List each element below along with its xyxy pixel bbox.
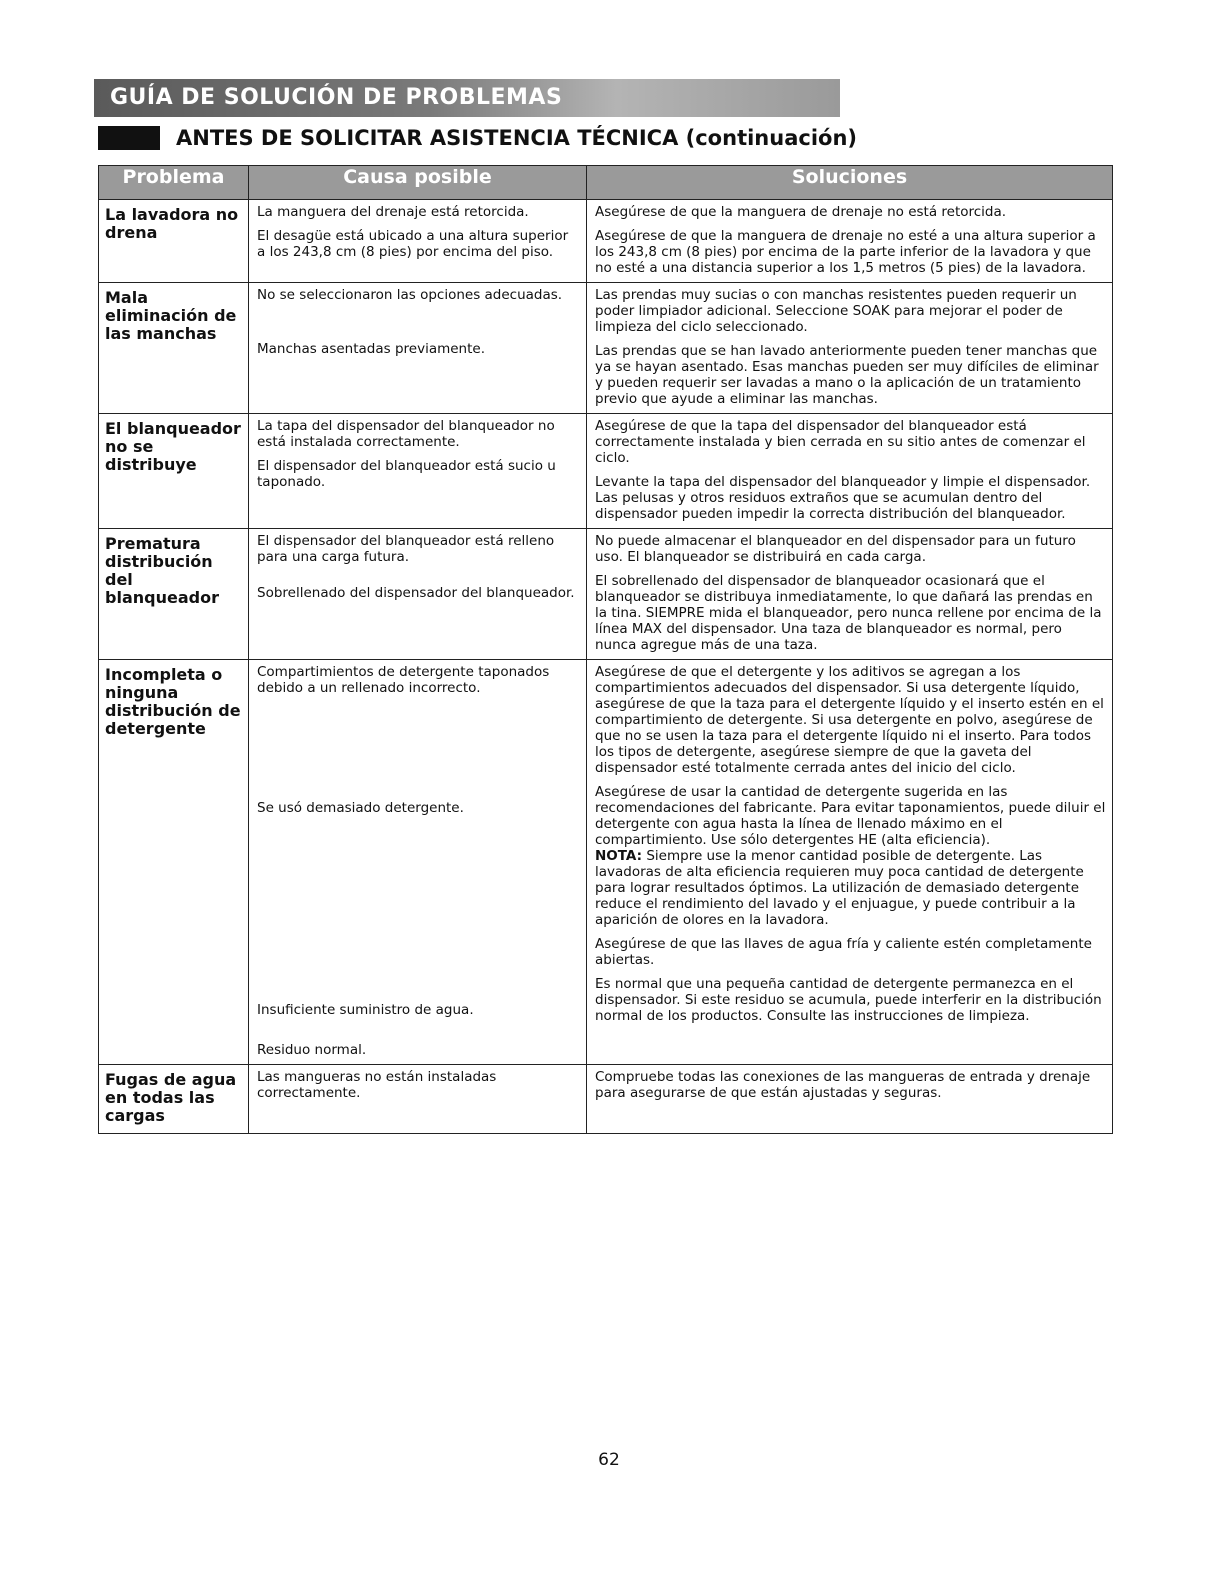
solution-text: Asegúrese de que la tapa del dispensador del blanqueador está correctamente instalada y bien cerrada en su sitio antes de comenzar el ciclo.: [595, 418, 1086, 466]
solution-cell: [587, 1065, 1113, 1134]
header-problem: Problema: [99, 166, 249, 200]
solution-text: [595, 784, 1106, 928]
solution-cell: [587, 283, 1113, 414]
solution-text: El sobrellenado del dispensador de blanqueador ocasionará que el blanqueador se distribuya inmediatamente, lo que dañará las prendas en la tina. SIEMPRE mida el blanqueador, pero nunca rellene por encima de la línea MAX del dispensador. Una taza de blanqueador es normal, pero nunca agregue más de una taza.: [595, 573, 1102, 653]
page-number: 62: [598, 1450, 620, 1470]
troubleshooting-table: [98, 165, 1113, 1134]
header-solutions: Soluciones: [587, 166, 1113, 200]
cause-cell: [249, 529, 587, 660]
cause-cell: [249, 1065, 587, 1134]
note-label: NOTA:: [595, 848, 643, 864]
solution-text: Asegúrese de que el detergente y los aditivos se agregan a los compartimientos adecuados del dispensador. Si usa detergente líquido, asegúrese de que la taza para el detergente líquido y el inserto estén en el compartimiento de detergente. Si usa detergente en polvo, asegúrese de que no se usen la taza para el detergente líquido ni el inserto. Para todos los tipos de detergente, asegúrese siempre de que la gaveta del dispensador esté totalmente cerrada antes del inicio del ciclo.: [595, 664, 1104, 776]
cause-text: La tapa del dispensador del blanqueador no está instalada correctamente.: [257, 418, 555, 450]
cause-text: Residuo normal.: [257, 1042, 367, 1058]
cause-cell: [249, 283, 587, 414]
cause-text: Insuficiente suministro de agua.: [257, 1002, 474, 1018]
cause-text: Compartimientos de detergente taponados debido a un rellenado incorrecto.: [257, 664, 550, 696]
table-row: [99, 200, 1113, 283]
cause-text: La manguera del drenaje está retorcida.: [257, 204, 529, 220]
subheading-bar: [98, 126, 160, 150]
subheading-text: ANTES DE SOLICITAR ASISTENCIA TÉCNICA (continuación): [176, 126, 857, 150]
table-header-row: [99, 166, 1113, 200]
table-row: [99, 414, 1113, 529]
solution-text: No puede almacenar el blanqueador en del dispensador para un futuro uso. El blanqueador se distribuirá en cada carga.: [595, 533, 1076, 565]
solution-cell: [587, 414, 1113, 529]
problem-cell: Incompleta o ninguna distribución de detergente: [99, 660, 249, 1065]
note-text: Siempre use la menor cantidad posible de detergente. Las lavadoras de alta eficiencia requieren muy poca cantidad de detergente para lograr resultados óptimos. La utilización de demasiado detergente reduce el rendimiento del lavado y el enjuague, y puede contribuir a la aparición de olores en la lavadora.: [595, 848, 1084, 928]
cause-text: Sobrellenado del dispensador del blanqueador.: [257, 585, 575, 601]
cause-text: Las mangueras no están instaladas correctamente.: [257, 1069, 497, 1101]
cause-text: El desagüe está ubicado a una altura superior a los 243,8 cm (8 pies) por encima del piso.: [257, 228, 569, 260]
solution-text: Levante la tapa del dispensador del blanqueador y limpie el dispensador. Las pelusas y otros residuos extraños que se acumulan dentro del dispensador pueden impedir la correcta distribución del blanqueador.: [595, 474, 1091, 522]
solution-text: Las prendas muy sucias o con manchas resistentes pueden requerir un poder limpiador adicional. Seleccione SOAK para mejorar el poder de limpieza del ciclo seleccionado.: [595, 287, 1077, 335]
table-row: [99, 1065, 1113, 1134]
table-row: [99, 529, 1113, 660]
solution-cell: [587, 200, 1113, 283]
solution-cell: [587, 660, 1113, 1065]
cause-text: El dispensador del blanqueador está relleno para una carga futura.: [257, 533, 555, 565]
cause-cell: [249, 200, 587, 283]
cause-text: El dispensador del blanqueador está sucio u taponado.: [257, 458, 556, 490]
problem-cell: Prematura distribución del blanqueador: [99, 529, 249, 660]
table-row: [99, 660, 1113, 1065]
solution-text: Compruebe todas las conexiones de las mangueras de entrada y drenaje para asegurarse de que están ajustadas y seguras.: [595, 1069, 1091, 1101]
cause-text: No se seleccionaron las opciones adecuadas.: [257, 287, 563, 303]
problem-cell: Mala eliminación de las manchas: [99, 283, 249, 414]
solution-text-part: Asegúrese de usar la cantidad de detergente sugerida en las recomendaciones del fabricante. Para evitar taponamientos, puede diluir el detergente con agua hasta la línea de llenado máximo en el compartimiento. Use sólo detergentes HE (alta eficiencia).: [595, 784, 1106, 848]
subheading: [98, 126, 857, 150]
solution-text: Las prendas que se han lavado anteriormente pueden tener manchas que ya se hayan asentado. Esas manchas pueden ser muy difíciles de eliminar y pueden requerir ser lavadas a mano o la aplicación de un tratamiento previo que ayude a eliminar las manchas.: [595, 343, 1099, 407]
cause-text: Manchas asentadas previamente.: [257, 341, 485, 357]
solution-cell: [587, 529, 1113, 660]
header-cause: Causa posible: [249, 166, 587, 200]
problem-cell: El blanqueador no se distribuye: [99, 414, 249, 529]
problem-cell: Fugas de agua en todas las cargas: [99, 1065, 249, 1134]
solution-text: Es normal que una pequeña cantidad de detergente permanezca en el dispensador. Si este residuo se acumula, puede interferir en la distribución normal de los productos. Consulte las instrucciones de limpieza.: [595, 976, 1102, 1024]
section-banner: GUÍA DE SOLUCIÓN DE PROBLEMAS: [94, 79, 840, 117]
cause-cell: [249, 660, 587, 1065]
solution-text: Asegúrese de que la manguera de drenaje no esté a una altura superior a los 243,8 cm (8 pies) por encima de la parte inferior de la lavadora y que no esté a una distancia superior a los 1,5 metros (5 pies) de la lavadora.: [595, 228, 1096, 276]
problem-cell: La lavadora no drena: [99, 200, 249, 283]
solution-text: Asegúrese de que la manguera de drenaje no está retorcida.: [595, 204, 1007, 220]
solution-text: Asegúrese de que las llaves de agua fría y caliente estén completamente abiertas.: [595, 936, 1092, 968]
cause-cell: [249, 414, 587, 529]
table-row: [99, 283, 1113, 414]
cause-text: Se usó demasiado detergente.: [257, 800, 464, 816]
